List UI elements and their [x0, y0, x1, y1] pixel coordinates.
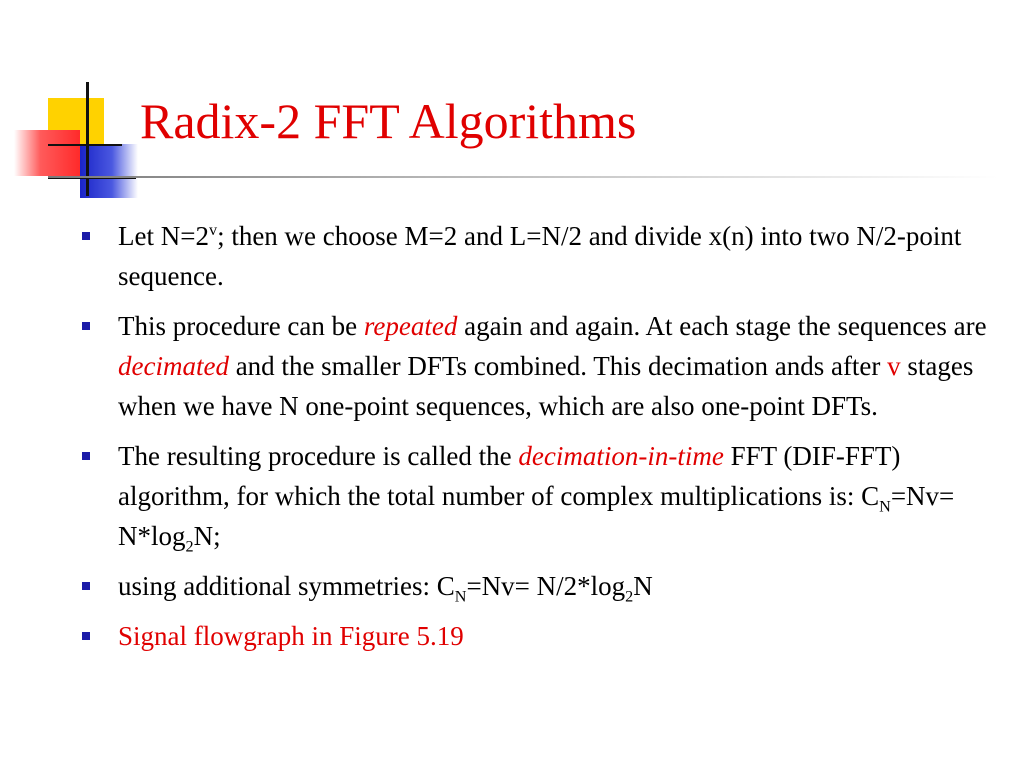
title-underline: [48, 176, 998, 178]
text: again and again. At each stage the sequences are: [457, 311, 987, 341]
text: ; then we choose M=2 and L=N/2 and divide x(n) into two N/2-point sequence.: [118, 221, 962, 291]
bullet-item: [78, 616, 998, 656]
subscript: 2: [185, 537, 194, 556]
text: The resulting procedure is called the: [118, 441, 519, 471]
bullet-item: [78, 436, 998, 556]
text: stages when we have N one-point sequences, which are also one-point DFTs.: [118, 351, 974, 421]
text: and the smaller DFTs combined. This decimation ands after: [228, 351, 888, 381]
text: using additional symmetries: C: [118, 571, 455, 601]
superscript: v: [208, 221, 218, 239]
emphasis-text: decimated: [118, 351, 229, 381]
emphasis-text: repeated: [363, 311, 458, 341]
bullet-item: [78, 566, 998, 606]
bullet-square-icon: [82, 582, 90, 590]
subscript: N: [454, 587, 467, 606]
text: N;: [193, 521, 221, 551]
bullet-item: [78, 306, 998, 426]
highlight-text: v: [887, 351, 901, 381]
bullet-list: [78, 216, 998, 666]
subscript: N: [879, 497, 891, 516]
slide-title: Radix-2 FFT Algorithms: [140, 93, 637, 149]
bullet-square-icon: [82, 322, 90, 330]
bullet-item: [78, 216, 998, 296]
text: Let N=2: [118, 221, 209, 251]
text: N: [633, 571, 653, 601]
text: FFT (DIF-FFT) algorithm, for which the total number of complex multiplications is: C: [118, 441, 901, 511]
bullet-square-icon: [82, 632, 90, 640]
text: This procedure can be: [118, 311, 364, 341]
bullet-square-icon: [82, 232, 90, 240]
subscript: 2: [625, 587, 634, 606]
title-decoration: [0, 0, 160, 210]
text: =Nv= N/2*log: [466, 571, 626, 601]
text: =Nv= N*log: [118, 481, 955, 551]
bullet-square-icon: [82, 452, 90, 460]
figure-reference-text: Signal flowgraph in Figure 5.19: [118, 621, 464, 651]
emphasis-text: decimation-in-time: [518, 441, 724, 471]
decoration-red-square: [14, 130, 80, 176]
decoration-horizontal-line: [48, 144, 122, 146]
